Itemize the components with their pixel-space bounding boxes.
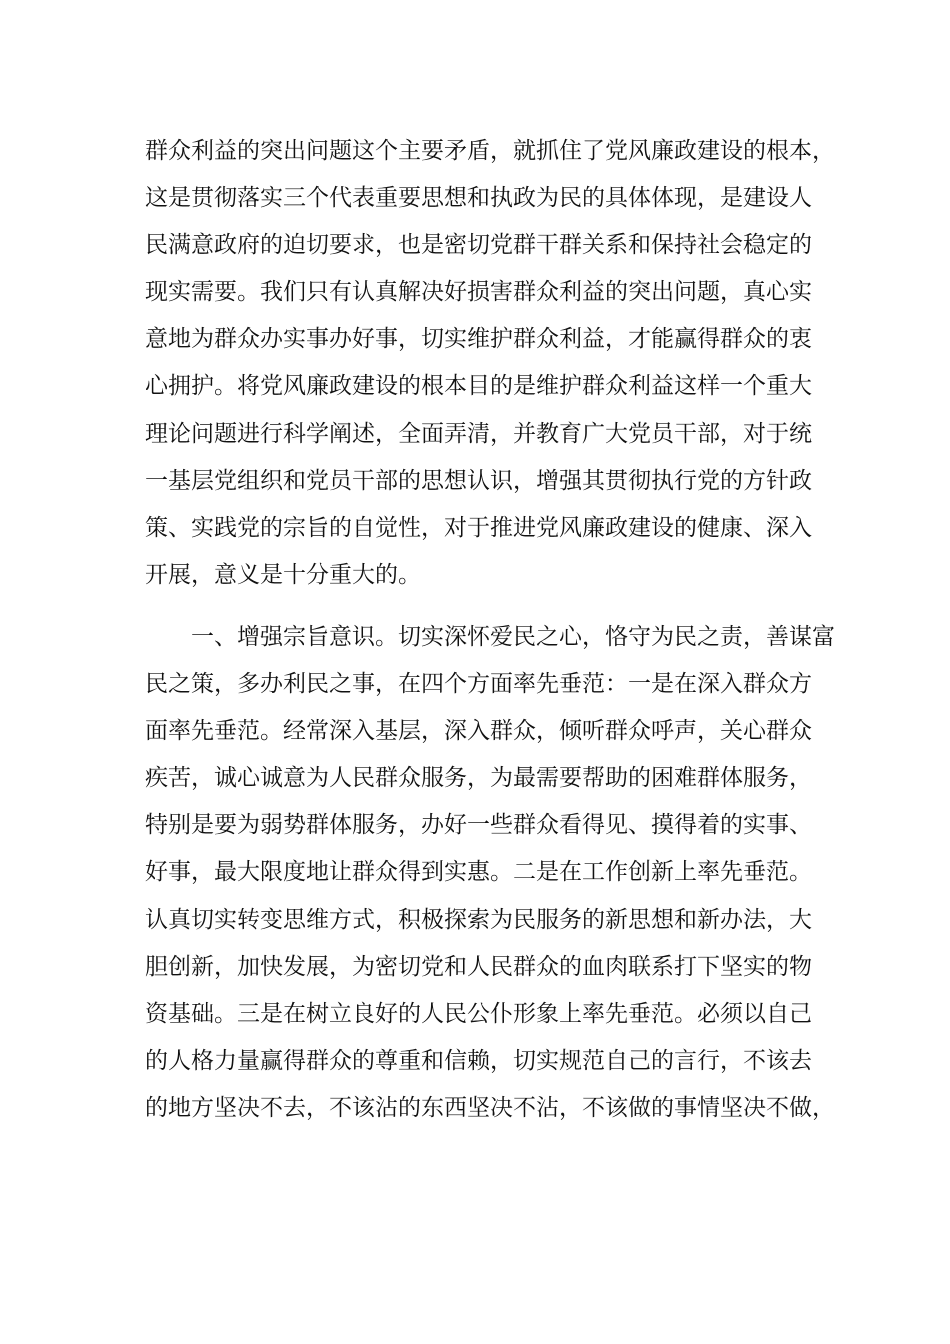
text-line: 民满意政府的迫切要求，也是密切党群干群关系和保持社会稳定的 <box>145 232 812 259</box>
text-line: 这是贯彻落实三个代表重要思想和执政为民的具体体现，是建设人 <box>145 185 812 212</box>
text-line: 心拥护。将党风廉政建设的根本目的是维护群众利益这样一个重大 <box>145 373 812 400</box>
text-line: 胆创新，加快发展，为密切党和人民群众的血肉联系打下坚实的物 <box>145 953 812 980</box>
text-line: 面率先垂范。经常深入基层，深入群众，倾听群众呼声，关心群众 <box>145 718 812 745</box>
paragraph-gap <box>145 599 807 614</box>
paragraph-1 <box>145 128 835 599</box>
text-line: 的地方坚决不去，不该沾的东西坚决不沾，不该做的事情坚决不做， <box>145 1094 835 1121</box>
text-line: 好事，最大限度地让群众得到实惠。二是在工作创新上率先垂范。 <box>145 859 812 886</box>
text-line: 认真切实转变思维方式，积极探索为民服务的新思想和新办法，大 <box>145 906 812 933</box>
text-line: 的人格力量赢得群众的尊重和信赖，切实规范自己的言行，不该去 <box>145 1047 812 1074</box>
text-line: 一基层党组织和党员干部的思想认识，增强其贯彻执行党的方针政 <box>145 467 812 494</box>
text-line: 开展，意义是十分重大的。 <box>145 561 421 588</box>
text-line: 意地为群众办实事办好事，切实维护群众利益，才能赢得群众的衷 <box>145 326 812 353</box>
text-line: 策、实践党的宗旨的自觉性，对于推进党风廉政建设的健康、深入 <box>145 514 812 541</box>
text-line: 一、增强宗旨意识。切实深怀爱民之心，恪守为民之责，善谋富 <box>191 623 835 650</box>
text-line: 民之策，多办利民之事，在四个方面率先垂范：一是在深入群众方 <box>145 671 812 698</box>
text-line: 群众利益的突出问题这个主要矛盾，就抓住了党风廉政建设的根本， <box>145 138 835 164</box>
paragraph-2 <box>145 614 835 1132</box>
text-line: 现实需要。我们只有认真解决好损害群众利益的突出问题，真心实 <box>145 279 812 306</box>
text-line: 疾苦，诚心诚意为人民群众服务，为最需要帮助的困难群体服务， <box>145 765 812 792</box>
body-text <box>145 128 835 1132</box>
text-line: 特别是要为弱势群体服务，办好一些群众看得见、摸得着的实事、 <box>145 812 812 839</box>
text-line: 理论问题进行科学阐述，全面弄清，并教育广大党员干部，对于统 <box>145 420 812 447</box>
text-line: 资基础。三是在树立良好的人民公仆形象上率先垂范。必须以自己 <box>145 1000 812 1027</box>
